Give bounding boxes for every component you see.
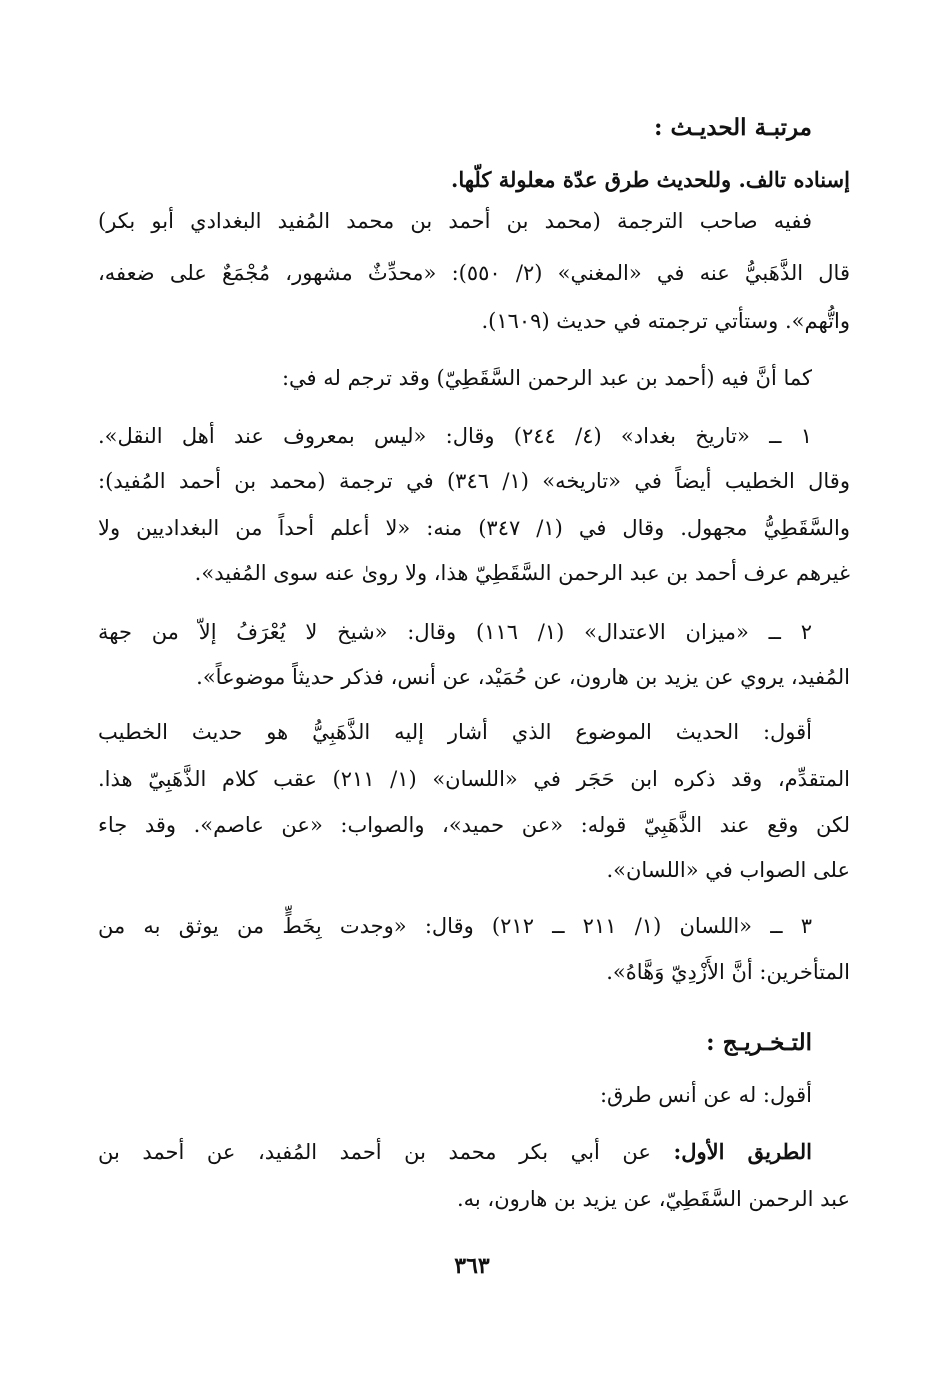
list-item-line: ٣ ــ «اللسان (١/ ٢١١ ــ ٢١٢) وقال: «وجدت بِخَطٍّ من يوثق به من (98, 914, 812, 938)
list-item-line: ٢ ــ «ميزان الاعتدال» (١/ ١١٦) وقال: «شيخ لا يُعْرَفُ إلاّ من جهة (98, 620, 812, 644)
paragraph-line: أقول: الحديث الموضوع الذي أشار إليه الذَّهَبِيُّ هو حديث الخطيب (98, 720, 812, 744)
list-item-line: ١ ــ «تاريخ بغداد» (٤/ ٢٤٤) وقال: «ليس بمعروف عند أهل النقل». (98, 424, 812, 448)
section-heading-takhrij: التـخـريـج : (706, 1029, 812, 1056)
paragraph-line: قال الذَّهَبيُّ عنه في «المغني» (٢/ ٥٥٠): «محدِّثٌ مشهور، مُجْمَعٌ على ضعفه، (98, 261, 850, 285)
list-item-line: وقال الخطيب أيضاً في «تاريخه» (١/ ٣٤٦) في ترجمة (محمد بن أحمد المُفيد): (98, 469, 850, 493)
way-one-line-2: عبد الرحمن السَّقَطِيّ، عن يزيد بن هارون، به. (456, 1187, 850, 1211)
takhrij-intro: أقول: له عن أنس طرق: (599, 1083, 812, 1107)
paragraph-line: ففيه صاحب الترجمة (محمد بن أحمد بن محمد المُفيد البغدادي أبو بكر) (98, 209, 812, 233)
list-item-line: غيرهم عرف أحمد بن عبد الرحمن السَّقَطِيّ هذا، ولا روىٰ عنه سوى المُفيد». (194, 561, 850, 585)
paragraph-line: لكن وقع عند الذَّهَبِيّ قوله: «عن حميد»، والصواب: «عن عاصم». وقد جاء (98, 813, 850, 837)
list-item-line: المُفيد، يروي عن يزيد بن هارون، عن حُمَيْد، عن أنس، فذكر حديثاً موضوعاً». (196, 665, 850, 689)
paragraph-line: المتقدِّم، وقد ذكره ابن حَجَر في «اللسان» (١/ ٢١١) عقب كلام الذَّهَبِيّ هذا. (98, 767, 850, 791)
grade-verdict: إسناده تالف. وللحديث طرق عدّة معلولة كلّها. (451, 167, 850, 192)
list-item-line: والسَّقَطِيُّ مجهول. وقال في (١/ ٣٤٧) منه: «لا أعلم أحداً من البغداديين ولا (98, 516, 850, 540)
list-item-line: المتأخرين: أنَّ الأَزْدِيّ وَهَّاهُ». (606, 960, 850, 984)
paragraph-line: واتُّهم». وستأتي ترجمته في حديث (١٦٠٩). (481, 309, 850, 333)
section-heading-hadith-grade: مرتبـة الحديـث : (654, 114, 812, 141)
paragraph-line: على الصواب في «اللسان». (606, 858, 850, 882)
way-one-line (98, 1137, 812, 1167)
paragraph-line: كما أنَّ فيه (أحمد بن عبد الرحمن السَّقَطِيّ) وقد ترجم له في: (281, 366, 812, 390)
page-number: ٣٦٣ (454, 1253, 490, 1279)
way-one-text: عن أبي بكر محمد بن أحمد المُفيد، عن أحمد بن (98, 1140, 674, 1164)
way-one-label: الطريق الأول: (673, 1139, 813, 1164)
